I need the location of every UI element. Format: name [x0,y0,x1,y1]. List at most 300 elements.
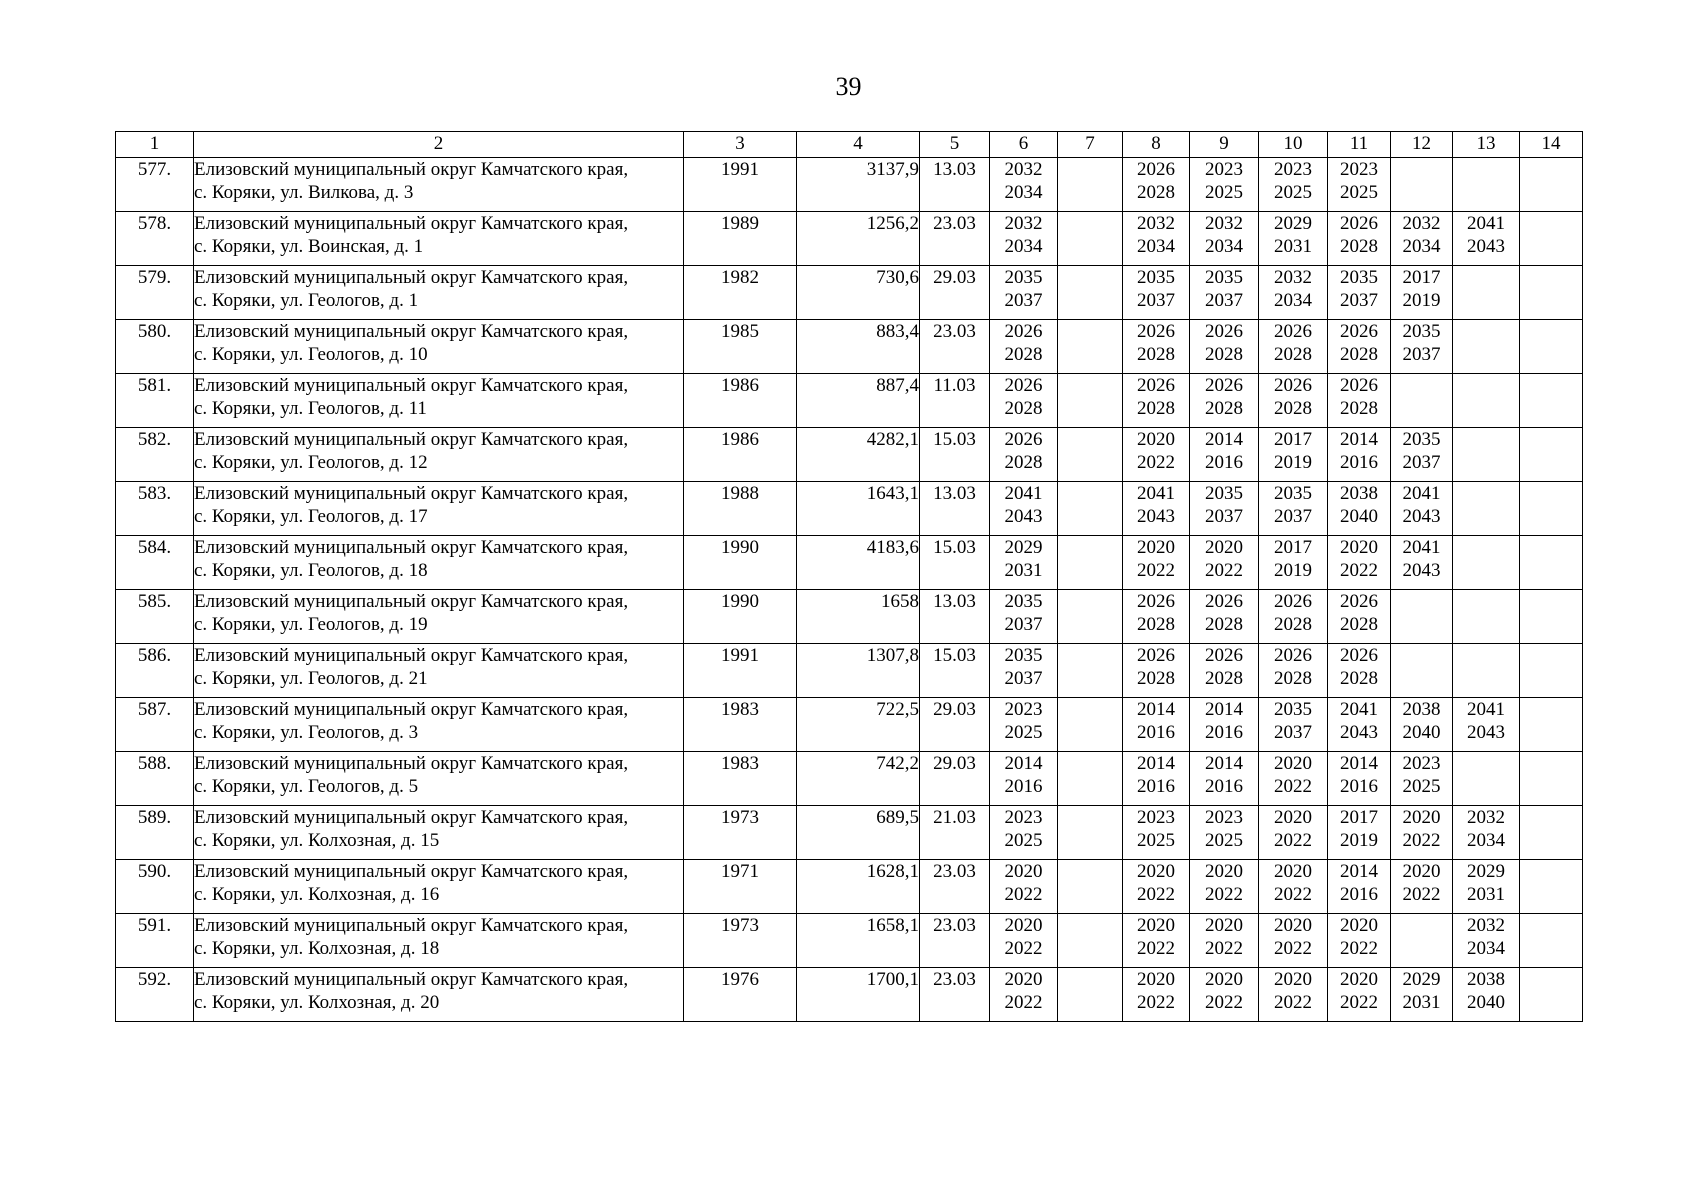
period-cell-c7 [1058,374,1123,428]
address-line: Елизовский муниципальный округ Камчатского края, [194,213,629,234]
period-cell-c10 [1259,752,1328,806]
period-end: 2022 [1137,560,1175,581]
period-end [1453,181,1519,204]
period-end [1520,667,1582,690]
address-line: с. Коряки, ул. Геологов, д. 21 [194,668,428,689]
period-start [1453,266,1519,289]
address-cell [194,860,684,914]
period-cell-c10 [1259,914,1328,968]
code-cell [920,320,990,374]
address-cell [194,428,684,482]
area-value: 730,6 [876,267,919,288]
area-value: 887,4 [876,375,919,396]
year-value: 1985 [721,321,759,342]
period-start: 2026 [1137,591,1175,612]
code-cell [920,644,990,698]
period-start: 2020 [1340,537,1378,558]
area-cell [797,968,920,1022]
address-line: Елизовский муниципальный округ Камчатского края, [194,861,629,882]
period-start: 2020 [1274,753,1312,774]
period-end: 2043 [1467,236,1505,257]
period-end: 2016 [1340,776,1378,797]
period-cell-c11 [1328,428,1391,482]
area-cell [797,158,920,212]
period-start: 2014 [1340,861,1378,882]
period-start [1058,860,1122,883]
period-end [1520,829,1582,852]
period-cell-c11 [1328,644,1391,698]
address-line: Елизовский муниципальный округ Камчатского края, [194,483,629,504]
period-end: 2016 [1137,776,1175,797]
period-start: 2020 [1274,969,1312,990]
row-number: 585. [137,591,172,612]
period-start [1520,644,1582,667]
area-cell [797,320,920,374]
period-cell-c11 [1328,374,1391,428]
period-cell-c6 [990,266,1058,320]
period-end: 2028 [1004,398,1043,419]
period-start: 2035 [1274,483,1312,504]
period-cell-c13 [1453,644,1520,698]
table-row [116,860,1583,914]
period-cell-c8 [1123,212,1190,266]
period-end [1391,613,1452,636]
period-end [1453,667,1519,690]
period-start [1058,266,1122,289]
period-start [1520,482,1582,505]
period-end: 2022 [1402,830,1441,851]
period-end [1058,289,1122,312]
period-end [1058,883,1122,906]
period-start [1058,536,1122,559]
period-end [1058,397,1122,420]
period-cell-c8 [1123,806,1190,860]
period-start [1520,536,1582,559]
period-end: 2025 [1205,182,1243,203]
period-start: 2029 [1274,213,1312,234]
period-start [1520,374,1582,397]
period-end [1520,613,1582,636]
period-cell-c11 [1328,590,1391,644]
row-number: 583. [137,483,172,504]
address-line: Елизовский муниципальный округ Камчатского края, [194,159,629,180]
row-number: 579. [137,267,172,288]
row-number: 578. [137,213,172,234]
row-number-cell [116,590,194,644]
period-end: 2022 [1205,884,1243,905]
year-cell [684,914,797,968]
area-cell [797,590,920,644]
period-end [1391,181,1452,204]
period-start [1453,428,1519,451]
table-row [116,482,1583,536]
period-cell-c8 [1123,644,1190,698]
period-end: 2022 [1004,938,1043,959]
period-start [1058,482,1122,505]
year-cell [684,320,797,374]
area-value: 1658 [881,591,919,612]
period-cell-c12 [1391,266,1453,320]
period-start: 2035 [1340,267,1378,288]
code-value: 23.03 [933,213,976,234]
period-start: 2023 [1205,807,1243,828]
period-start: 2017 [1340,807,1378,828]
period-end: 2028 [1137,668,1175,689]
year-cell [684,806,797,860]
period-end: 2016 [1205,722,1243,743]
code-value: 15.03 [933,429,976,450]
year-value: 1991 [721,159,759,180]
period-cell-c6 [990,212,1058,266]
period-cell-c10 [1259,860,1328,914]
period-cell-c13 [1453,806,1520,860]
column-header: 5 [920,132,990,158]
period-cell-c9 [1190,968,1259,1022]
period-cell-c12 [1391,806,1453,860]
period-end: 2025 [1205,830,1243,851]
period-end: 2028 [1340,398,1378,419]
table-row [116,320,1583,374]
row-number: 586. [137,645,172,666]
period-start: 2020 [1004,915,1043,936]
period-cell-c12 [1391,914,1453,968]
period-cell-c7 [1058,968,1123,1022]
period-end: 2028 [1205,614,1243,635]
address-line: Елизовский муниципальный округ Камчатского края, [194,969,629,990]
period-cell-c13 [1453,968,1520,1022]
period-start [1453,590,1519,613]
period-end [1453,289,1519,312]
period-end: 2022 [1137,938,1175,959]
period-start: 2020 [1004,861,1043,882]
period-start: 2020 [1137,861,1175,882]
registry-table [115,131,1583,1022]
period-cell-c8 [1123,752,1190,806]
address-line: с. Коряки, ул. Вилкова, д. 3 [194,182,414,203]
period-cell-c6 [990,698,1058,752]
column-header: 4 [797,132,920,158]
period-start: 2032 [1137,213,1175,234]
period-cell-c12 [1391,320,1453,374]
period-end: 2022 [1137,884,1175,905]
period-cell-c10 [1259,158,1328,212]
period-cell-c11 [1328,320,1391,374]
address-cell [194,212,684,266]
code-cell [920,968,990,1022]
year-cell [684,266,797,320]
period-start: 2026 [1205,375,1243,396]
row-number: 580. [137,321,172,342]
address-line: с. Коряки, ул. Геологов, д. 5 [194,776,419,797]
code-value: 21.03 [933,807,976,828]
period-start: 2026 [1340,645,1378,666]
period-start [1520,212,1582,235]
area-cell [797,752,920,806]
period-start: 2041 [1340,699,1378,720]
period-end: 2037 [1004,668,1043,689]
period-end [1520,289,1582,312]
period-start: 2023 [1340,159,1378,180]
year-cell [684,644,797,698]
year-cell [684,158,797,212]
period-end [1520,559,1582,582]
period-cell-c12 [1391,968,1453,1022]
period-cell-c14 [1520,968,1583,1022]
period-start: 2032 [1402,213,1441,234]
period-cell-c6 [990,968,1058,1022]
period-start [1058,752,1122,775]
period-cell-c6 [990,914,1058,968]
table-row [116,266,1583,320]
address-line: с. Коряки, ул. Воинская, д. 1 [194,236,424,257]
period-cell-c13 [1453,914,1520,968]
table-row [116,806,1583,860]
period-start: 2026 [1004,375,1043,396]
period-cell-c13 [1453,536,1520,590]
period-start [1520,158,1582,181]
period-end: 2022 [1274,776,1312,797]
period-end [1520,721,1582,744]
year-cell [684,860,797,914]
period-end [1453,397,1519,420]
period-start: 2035 [1274,699,1312,720]
period-end [1391,397,1452,420]
year-cell [684,968,797,1022]
period-end: 2037 [1137,290,1175,311]
period-start: 2038 [1467,969,1505,990]
period-start [1058,374,1122,397]
area-value: 689,5 [876,807,919,828]
year-cell [684,212,797,266]
address-cell [194,914,684,968]
period-cell-c13 [1453,482,1520,536]
row-number: 584. [137,537,172,558]
period-start [1058,698,1122,721]
period-start: 2038 [1402,699,1441,720]
period-cell-c14 [1520,266,1583,320]
address-line: с. Коряки, ул. Колхозная, д. 15 [194,830,440,851]
code-value: 23.03 [933,969,976,990]
period-end [1058,829,1122,852]
period-cell-c7 [1058,698,1123,752]
year-cell [684,374,797,428]
period-end: 2025 [1402,776,1441,797]
address-line: с. Коряки, ул. Геологов, д. 1 [194,290,419,311]
period-end: 2016 [1004,776,1043,797]
address-line: с. Коряки, ул. Колхозная, д. 20 [194,992,440,1013]
period-cell-c13 [1453,320,1520,374]
period-cell-c11 [1328,482,1391,536]
period-start: 2026 [1004,321,1043,342]
year-value: 1982 [721,267,759,288]
period-cell-c10 [1259,374,1328,428]
address-line: Елизовский муниципальный округ Камчатского края, [194,915,629,936]
period-cell-c10 [1259,806,1328,860]
row-number-cell [116,536,194,590]
period-cell-c11 [1328,752,1391,806]
period-end: 2040 [1467,992,1505,1013]
year-value: 1990 [721,537,759,558]
period-cell-c8 [1123,374,1190,428]
table-row [116,914,1583,968]
address-line: Елизовский муниципальный округ Камчатского края, [194,537,629,558]
year-value: 1973 [721,915,759,936]
code-value: 23.03 [933,861,976,882]
period-end [1058,721,1122,744]
header-row [116,132,1583,158]
address-line: Елизовский муниципальный округ Камчатского края, [194,645,629,666]
period-end [1453,613,1519,636]
code-value: 15.03 [933,645,976,666]
period-end: 2022 [1004,884,1043,905]
period-cell-c8 [1123,158,1190,212]
period-cell-c7 [1058,860,1123,914]
period-end: 2022 [1274,830,1312,851]
period-cell-c9 [1190,536,1259,590]
period-end [1520,451,1582,474]
period-end: 2022 [1274,992,1312,1013]
year-value: 1973 [721,807,759,828]
period-cell-c7 [1058,536,1123,590]
period-start: 2020 [1274,861,1312,882]
period-end [1520,235,1582,258]
period-end: 2022 [1274,938,1312,959]
period-start: 2035 [1402,429,1441,450]
period-end: 2034 [1274,290,1312,311]
period-end [1058,559,1122,582]
period-start: 2029 [1004,537,1043,558]
period-cell-c8 [1123,968,1190,1022]
address-line: с. Коряки, ул. Геологов, д. 3 [194,722,419,743]
period-end: 2037 [1205,290,1243,311]
period-end: 2016 [1137,722,1175,743]
code-cell [920,266,990,320]
column-header: 12 [1391,132,1453,158]
code-cell [920,752,990,806]
period-cell-c7 [1058,482,1123,536]
period-start [1453,158,1519,181]
period-cell-c10 [1259,536,1328,590]
period-start: 2032 [1274,267,1312,288]
period-end: 2022 [1340,938,1378,959]
row-number-cell [116,482,194,536]
period-cell-c9 [1190,860,1259,914]
period-start [1453,320,1519,343]
table-row [116,644,1583,698]
period-start: 2029 [1467,861,1505,882]
period-end: 2040 [1402,722,1441,743]
period-cell-c8 [1123,320,1190,374]
year-value: 1989 [721,213,759,234]
period-end: 2040 [1340,506,1378,527]
period-end: 2028 [1274,398,1312,419]
period-cell-c8 [1123,860,1190,914]
period-end: 2031 [1402,992,1441,1013]
code-cell [920,590,990,644]
area-cell [797,482,920,536]
period-start: 2026 [1205,321,1243,342]
period-start: 2017 [1274,429,1312,450]
period-end: 2022 [1274,884,1312,905]
address-line: Елизовский муниципальный округ Камчатского края, [194,267,629,288]
column-header: 9 [1190,132,1259,158]
period-cell-c14 [1520,320,1583,374]
period-cell-c7 [1058,158,1123,212]
period-end: 2025 [1340,182,1378,203]
period-cell-c6 [990,374,1058,428]
area-cell [797,536,920,590]
period-start [1453,536,1519,559]
period-cell-c14 [1520,644,1583,698]
period-start: 2035 [1004,645,1043,666]
address-line: с. Коряки, ул. Геологов, д. 17 [194,506,428,527]
year-value: 1971 [721,861,759,882]
address-cell [194,482,684,536]
code-value: 23.03 [933,915,976,936]
period-end: 2028 [1340,668,1378,689]
code-cell [920,806,990,860]
period-start [1391,374,1452,397]
row-number: 592. [137,969,172,990]
period-cell-c10 [1259,212,1328,266]
period-start: 2014 [1340,429,1378,450]
area-value: 1658,1 [866,915,919,936]
row-number-cell [116,374,194,428]
period-cell-c14 [1520,212,1583,266]
period-cell-c13 [1453,698,1520,752]
period-end: 2043 [1467,722,1505,743]
period-start: 2041 [1004,483,1043,504]
row-number: 591. [137,915,172,936]
period-cell-c12 [1391,212,1453,266]
period-start: 2020 [1205,969,1243,990]
period-end: 2028 [1137,614,1175,635]
address-line: Елизовский муниципальный округ Камчатского края, [194,807,629,828]
period-start [1058,158,1122,181]
period-start: 2032 [1004,159,1043,180]
period-start: 2038 [1340,483,1378,504]
period-cell-c13 [1453,266,1520,320]
code-value: 15.03 [933,537,976,558]
period-end: 2028 [1137,344,1175,365]
address-cell [194,644,684,698]
code-cell [920,158,990,212]
period-start: 2026 [1205,645,1243,666]
address-cell [194,752,684,806]
period-start [1391,644,1452,667]
area-value: 1307,8 [866,645,919,666]
period-cell-c13 [1453,860,1520,914]
period-start: 2023 [1274,159,1312,180]
period-cell-c14 [1520,752,1583,806]
period-start [1453,374,1519,397]
period-start: 2041 [1467,213,1505,234]
period-start: 2020 [1402,807,1441,828]
period-cell-c12 [1391,698,1453,752]
period-start [1058,644,1122,667]
period-end: 2028 [1205,344,1243,365]
period-start: 2029 [1402,969,1441,990]
period-cell-c6 [990,806,1058,860]
period-cell-c8 [1123,590,1190,644]
period-end [1520,343,1582,366]
period-start: 2026 [1137,159,1175,180]
period-start: 2035 [1004,267,1043,288]
period-cell-c6 [990,320,1058,374]
address-line: Елизовский муниципальный округ Камчатского края, [194,321,629,342]
column-header: 6 [990,132,1058,158]
period-end: 2037 [1205,506,1243,527]
